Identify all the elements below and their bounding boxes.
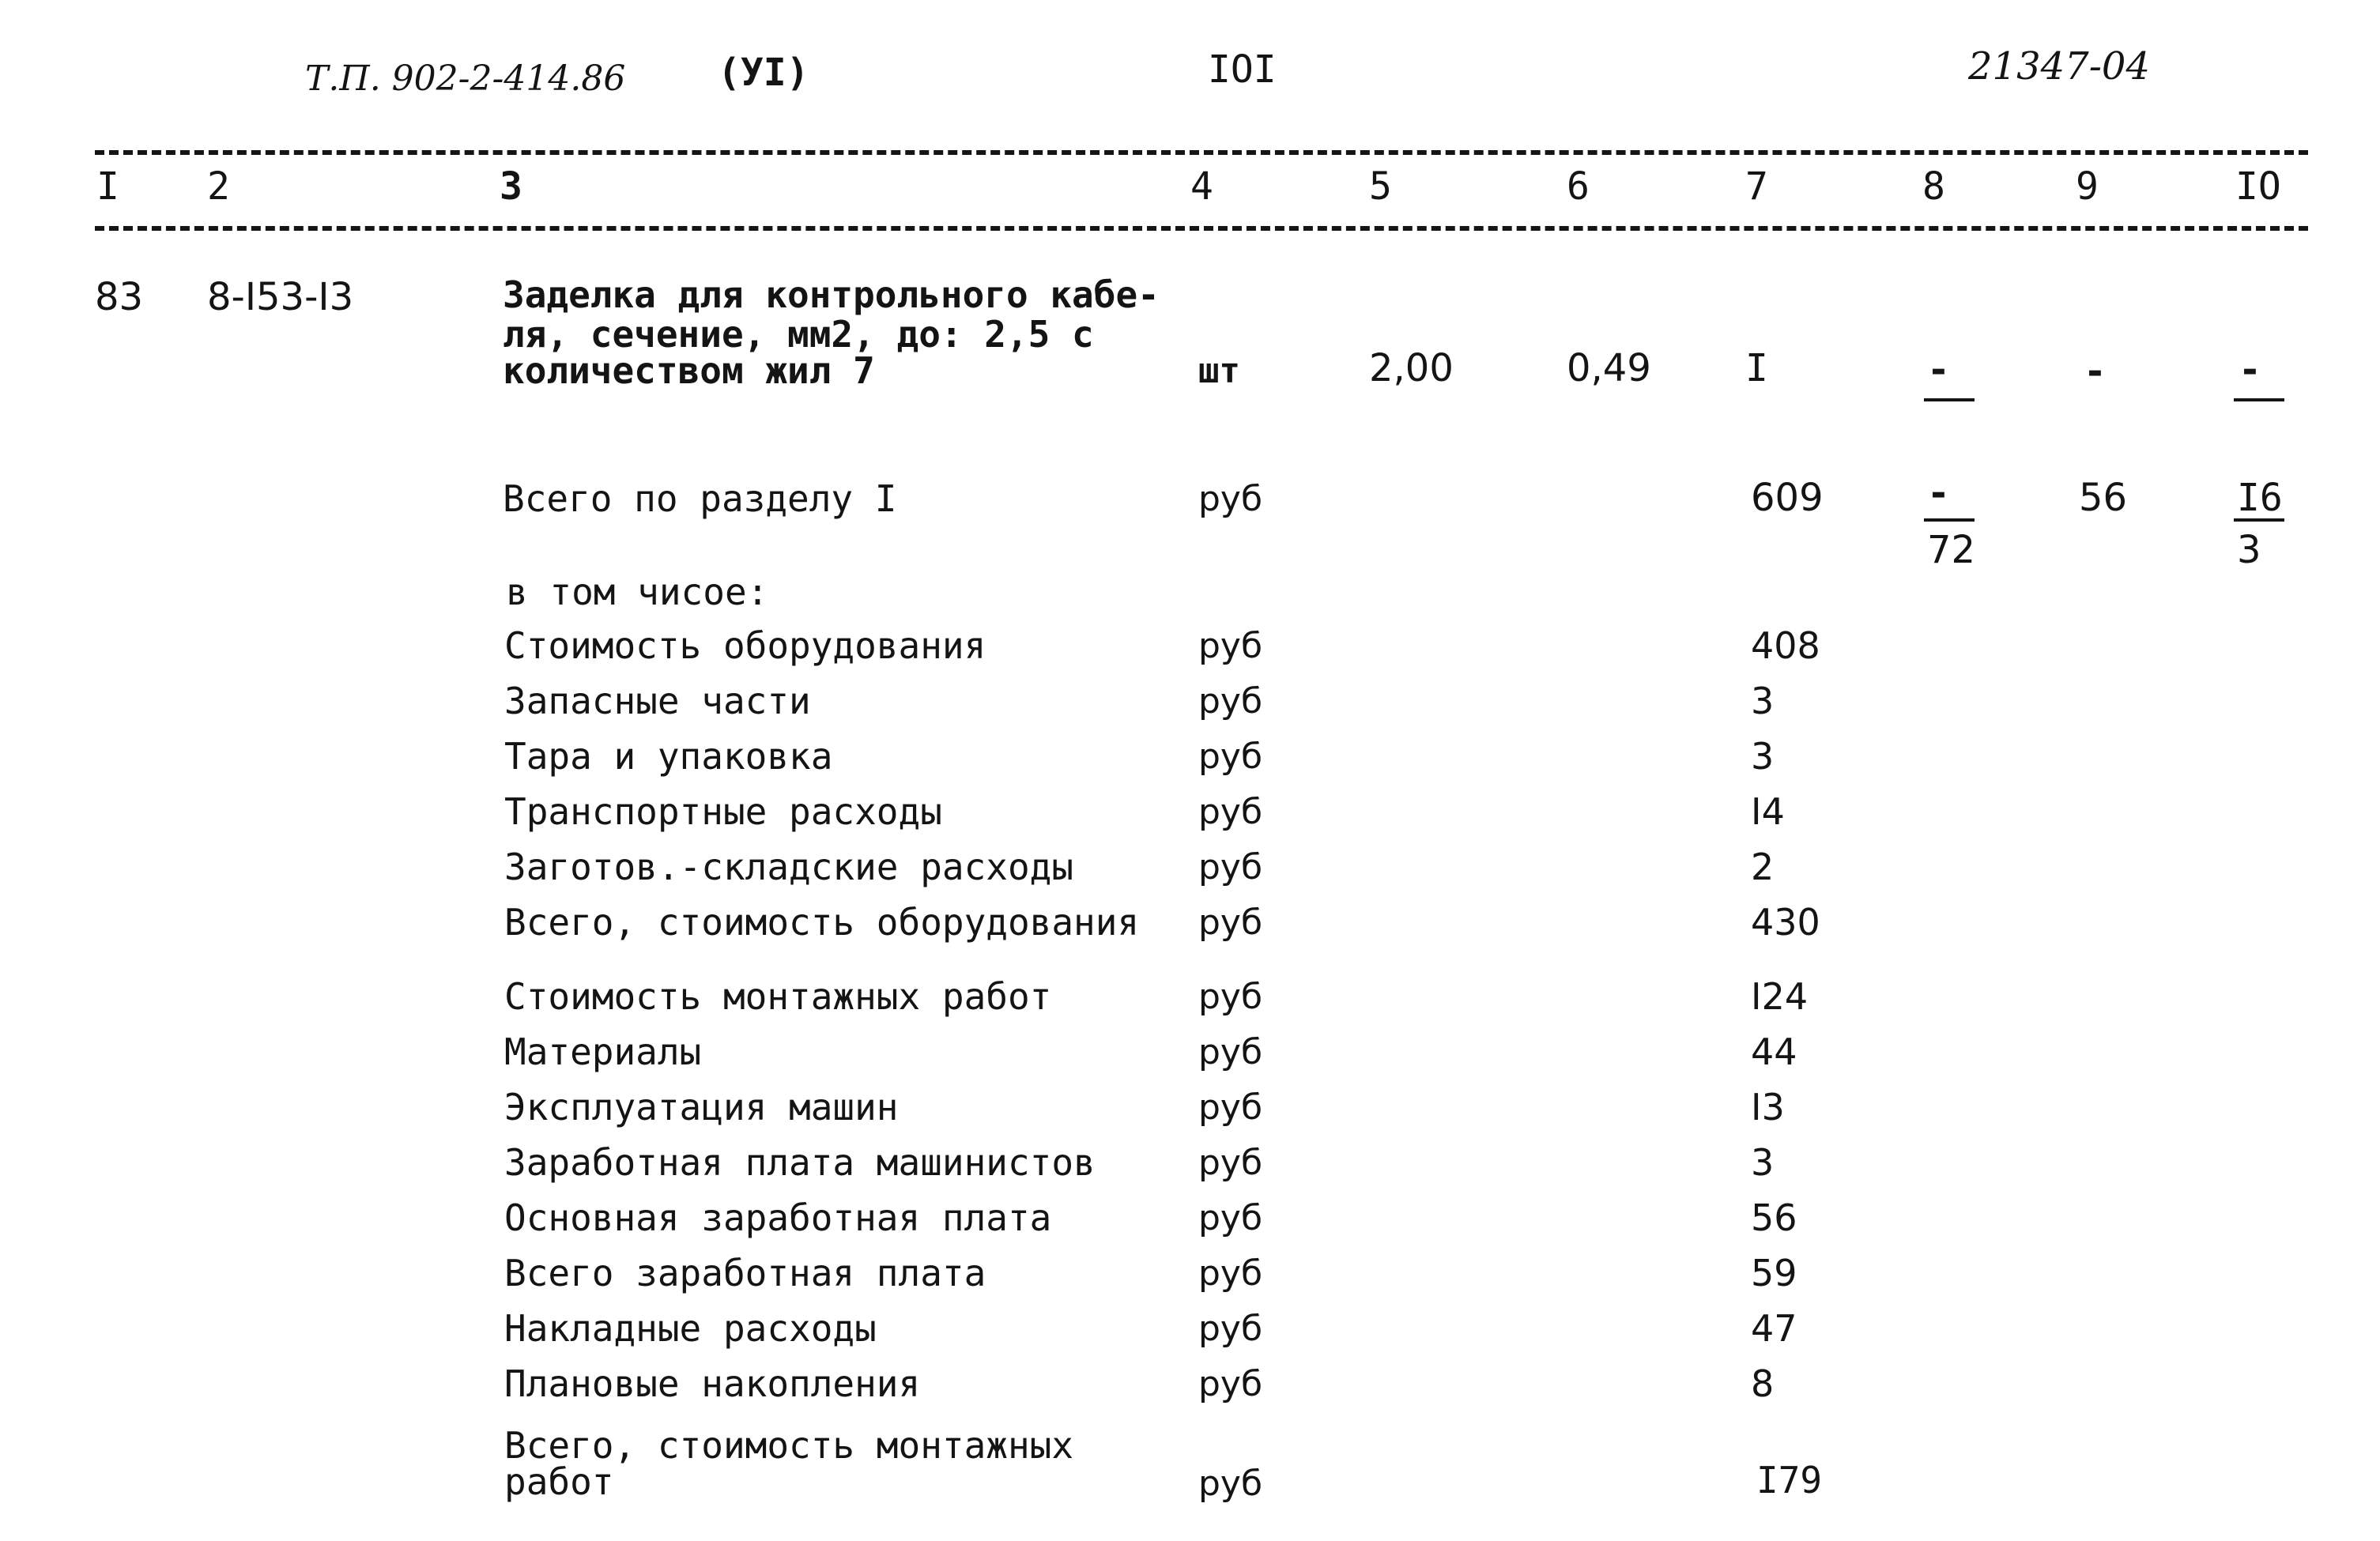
item-description-line: Заделка для контрольного кабе- [503, 273, 1160, 316]
final-total-label-line2: работ [504, 1460, 614, 1503]
item-price: 0,49 [1567, 346, 1651, 390]
breakdown-unit: руб [1198, 977, 1263, 1017]
column-header: IO [2235, 164, 2281, 209]
breakdown-label: Накладные расходы [504, 1307, 877, 1350]
breakdown-unit: руб [1198, 1198, 1263, 1238]
breakdown-label: Эксплуатация машин [504, 1086, 899, 1128]
section-total-col8-bottom: 72 [1927, 528, 1976, 572]
breakdown-value: 430 [1751, 901, 1820, 944]
breakdown-value: 8 [1751, 1362, 1775, 1405]
fraction-bar [2234, 518, 2284, 522]
breakdown-value: I3 [1751, 1086, 1785, 1128]
final-total-unit: руб [1198, 1464, 1263, 1504]
item-unit: шт [1198, 351, 1240, 391]
breakdown-value: I4 [1751, 790, 1785, 833]
volume-label: (УI) [718, 51, 809, 95]
fraction-bar [2234, 398, 2284, 401]
breakdown-label: Стоимость монтажных работ [504, 975, 1052, 1018]
breakdown-value: 44 [1751, 1030, 1797, 1073]
breakdown-label: Стоимость оборудования [504, 624, 986, 667]
column-header: 7 [1745, 164, 1768, 209]
breakdown-value: 3 [1751, 680, 1775, 722]
breakdown-label: Заготов.-складские расходы [504, 846, 1074, 888]
breakdown-label: Транспортные расходы [504, 790, 942, 833]
column-header: 8 [1922, 164, 1945, 209]
breakdown-unit: руб [1198, 737, 1263, 777]
sheet-code: 21347-04 [1968, 44, 2150, 89]
breakdown-unit: руб [1198, 1143, 1263, 1183]
breakdown-unit: руб [1198, 626, 1263, 666]
item-description-line: количеством жил 7 [503, 349, 875, 392]
fraction-bar [1924, 518, 1975, 522]
breakdown-header: в том чисое: [506, 571, 769, 613]
breakdown-label: Плановые накопления [504, 1362, 921, 1405]
breakdown-label: Всего, стоимость оборудования [504, 901, 1140, 944]
item-col8: - [1927, 348, 1950, 392]
breakdown-unit: руб [1198, 1253, 1263, 1294]
column-header: 5 [1369, 164, 1392, 209]
breakdown-value: 3 [1751, 735, 1775, 778]
breakdown-label: Материалы [504, 1030, 702, 1073]
final-total-value: I79 [1756, 1459, 1823, 1501]
breakdown-label: Основная заработная плата [504, 1196, 1052, 1239]
section-total-col10-top: I6 [2237, 476, 2283, 520]
breakdown-label: Всего заработная плата [504, 1252, 986, 1294]
final-total-label-line1: Всего, стоимость монтажных [504, 1424, 1074, 1467]
header-rule-top [95, 150, 2308, 155]
breakdown-label: Заработная плата машинистов [504, 1141, 1096, 1184]
breakdown-unit: руб [1198, 847, 1263, 887]
item-col10: - [2239, 348, 2261, 392]
column-header: 2 [207, 164, 230, 209]
breakdown-unit: руб [1198, 1087, 1263, 1128]
breakdown-unit: руб [1198, 1364, 1263, 1404]
section-total-label: Всего по разделу I [503, 477, 897, 520]
breakdown-label: Запасные части [504, 680, 811, 722]
column-header: 3 [500, 164, 522, 209]
project-code: Т.П. 902-2-414.86 [305, 58, 626, 99]
breakdown-value: 47 [1751, 1307, 1797, 1350]
breakdown-value: 56 [1751, 1196, 1797, 1239]
breakdown-unit: руб [1198, 902, 1263, 943]
column-header: 6 [1567, 164, 1590, 209]
item-number: 83 [95, 275, 144, 319]
breakdown-value: 408 [1751, 624, 1820, 667]
item-quantity: 2,00 [1369, 346, 1454, 390]
column-header: 9 [2076, 164, 2099, 209]
section-total-cost: 609 [1751, 476, 1824, 520]
breakdown-unit: руб [1198, 792, 1263, 832]
section-total-unit: руб [1198, 479, 1263, 519]
breakdown-value: I24 [1751, 975, 1809, 1018]
item-cost: I [1745, 346, 1768, 390]
item-description-line: ля, сечение, мм2, до: 2,5 с [503, 313, 1094, 356]
section-total-col8-top: - [1927, 471, 1950, 515]
column-header: I [96, 164, 119, 209]
fraction-bar [1924, 398, 1975, 401]
section-total-col10-bottom: 3 [2237, 528, 2261, 572]
breakdown-unit: руб [1198, 1309, 1263, 1349]
header-rule-bottom [95, 226, 2308, 231]
breakdown-value: 59 [1751, 1252, 1797, 1294]
section-total-col9: 56 [2079, 476, 2128, 520]
item-code: 8-I53-I3 [207, 275, 354, 319]
breakdown-unit: руб [1198, 1032, 1263, 1072]
breakdown-unit: руб [1198, 681, 1263, 722]
breakdown-value: 3 [1751, 1141, 1775, 1184]
column-header: 4 [1190, 164, 1213, 209]
page-number: IOI [1208, 47, 1277, 92]
breakdown-label: Тара и упаковка [504, 735, 833, 778]
breakdown-value: 2 [1751, 846, 1775, 888]
item-col9: - [2084, 349, 2107, 394]
